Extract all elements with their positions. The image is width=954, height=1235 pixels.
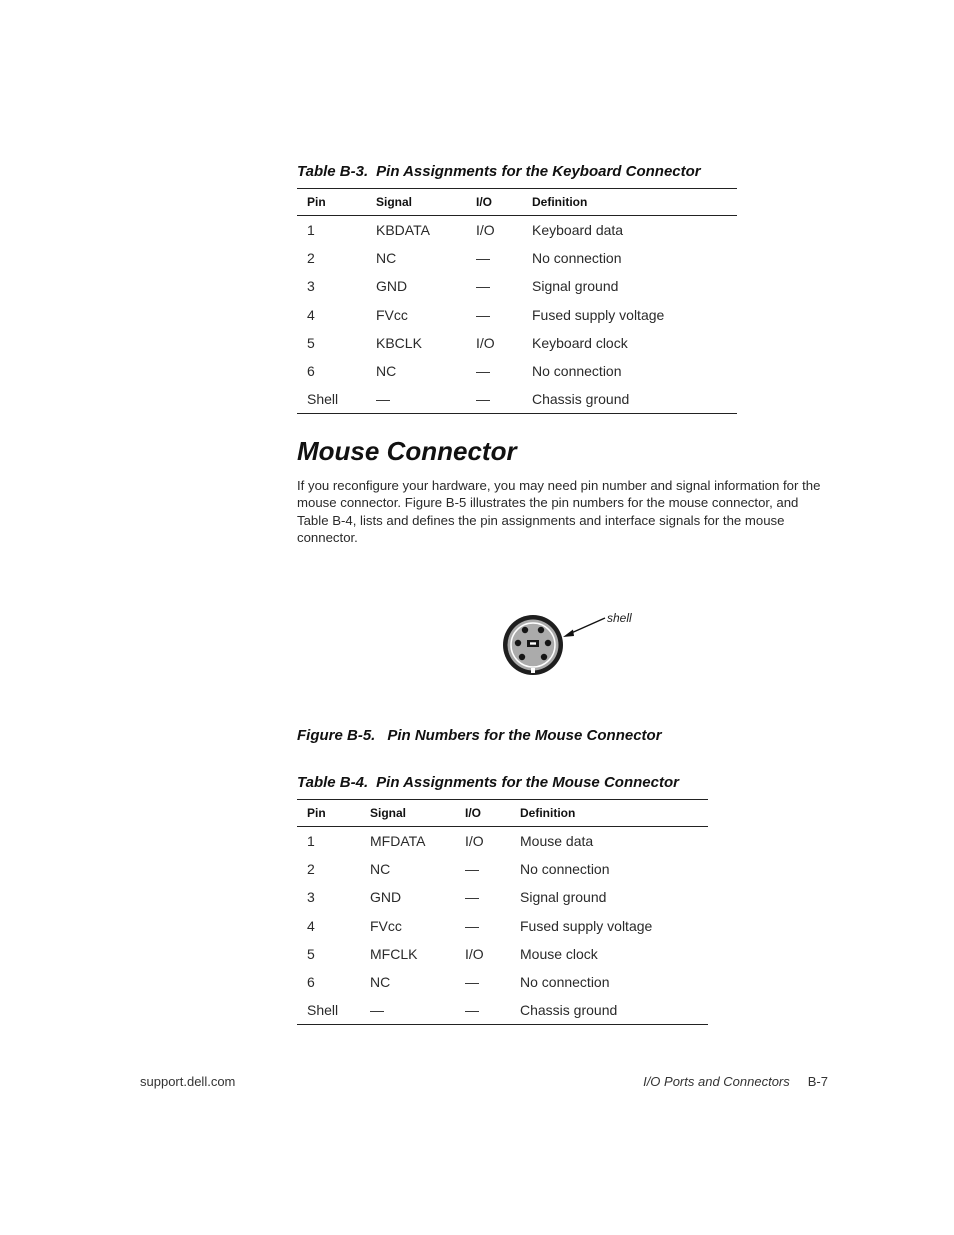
cell-io: — bbox=[465, 974, 479, 991]
table-b4-title: Pin Assignments for the Mouse Connector bbox=[376, 774, 679, 791]
cell-signal: MFDATA bbox=[370, 833, 426, 850]
col-header-io: I/O bbox=[476, 195, 493, 209]
cell-definition: Fused supply voltage bbox=[520, 917, 653, 934]
cell-signal: — bbox=[370, 1002, 384, 1019]
col-header-pin: Pin bbox=[307, 195, 326, 209]
cell-definition: Chassis ground bbox=[520, 1002, 618, 1019]
cell-pin: 2 bbox=[307, 250, 315, 267]
cell-pin: 3 bbox=[307, 889, 315, 906]
table-row bbox=[297, 996, 708, 1025]
cell-signal: FVcc bbox=[370, 917, 402, 934]
cell-io: — bbox=[465, 917, 479, 934]
table-row bbox=[297, 968, 708, 996]
bottom-notch bbox=[531, 668, 535, 673]
pin-5 bbox=[519, 654, 525, 660]
cell-io: I/O bbox=[476, 222, 495, 239]
cell-signal: NC bbox=[376, 250, 397, 267]
cell-definition: No connection bbox=[520, 974, 610, 991]
cell-definition: Keyboard clock bbox=[532, 334, 628, 351]
cell-signal: — bbox=[376, 391, 390, 408]
cell-definition: No connection bbox=[532, 250, 622, 267]
section-body-text: If you reconfigure your hardware, you may need pin number and signal information for the mouse connector. Figure B-5 illustrates the pin numbers for the mouse connector, and Table B-4, lists and defines the pin assignments and interface signals for the mouse connector. bbox=[297, 478, 821, 545]
section-heading: Mouse Connector bbox=[297, 436, 517, 466]
table-row bbox=[297, 244, 737, 272]
cell-pin: Shell bbox=[307, 391, 339, 408]
footer-page-info bbox=[643, 1074, 828, 1089]
table-row bbox=[297, 883, 708, 911]
cell-definition: No connection bbox=[532, 363, 622, 380]
table-row bbox=[297, 855, 708, 883]
cell-definition: No connection bbox=[520, 861, 610, 878]
cell-signal: NC bbox=[370, 974, 391, 991]
footer-section-title: I/O Ports and Connectors bbox=[643, 1074, 790, 1089]
cell-pin: 4 bbox=[307, 917, 315, 934]
cell-definition: Keyboard data bbox=[532, 222, 624, 239]
connector-key-slot bbox=[530, 642, 536, 644]
table-b4-label: Table B-4. bbox=[297, 774, 369, 791]
cell-definition: Mouse clock bbox=[520, 945, 598, 962]
col-header-signal: Signal bbox=[370, 806, 407, 820]
cell-definition: Mouse data bbox=[520, 833, 594, 850]
cell-io: — bbox=[465, 889, 479, 906]
cell-io: I/O bbox=[465, 945, 484, 962]
footer-url: support.dell.com bbox=[140, 1074, 236, 1089]
cell-definition: Chassis ground bbox=[532, 391, 630, 408]
shell-callout-label: shell bbox=[607, 611, 632, 625]
cell-signal: GND bbox=[376, 278, 408, 295]
cell-io: I/O bbox=[476, 334, 495, 351]
cell-pin: 3 bbox=[307, 278, 315, 295]
table-b3-caption bbox=[297, 163, 701, 180]
cell-io: — bbox=[465, 861, 479, 878]
table-row bbox=[297, 216, 737, 245]
col-header-signal: Signal bbox=[376, 195, 413, 209]
table-header-row bbox=[297, 189, 737, 216]
cell-signal: NC bbox=[376, 363, 397, 380]
table-row bbox=[297, 912, 708, 940]
cell-definition: Signal ground bbox=[532, 278, 619, 295]
table-row bbox=[297, 301, 737, 329]
table-b3-label: Table B-3. bbox=[297, 163, 369, 180]
pin-3 bbox=[515, 640, 521, 646]
table-row bbox=[297, 827, 708, 856]
table-row bbox=[297, 940, 708, 968]
mouse-pin-table bbox=[297, 799, 708, 1025]
col-header-io: I/O bbox=[465, 806, 482, 820]
pin-6 bbox=[541, 654, 547, 660]
cell-signal: FVcc bbox=[376, 306, 408, 323]
pin-1 bbox=[522, 627, 528, 633]
cell-io: — bbox=[476, 391, 490, 408]
cell-pin: 1 bbox=[307, 222, 315, 239]
col-header-definition: Definition bbox=[520, 806, 576, 820]
cell-pin: 1 bbox=[307, 833, 315, 850]
cell-signal: NC bbox=[370, 861, 391, 878]
cell-definition: Fused supply voltage bbox=[532, 306, 665, 323]
cell-definition: Signal ground bbox=[520, 889, 607, 906]
cell-pin: 6 bbox=[307, 363, 315, 380]
figure-b5-label: Figure B-5. bbox=[297, 727, 376, 744]
figure-b5-caption bbox=[297, 727, 662, 744]
footer-page-number: B-7 bbox=[807, 1074, 828, 1089]
pin-2 bbox=[538, 627, 544, 633]
col-header-definition: Definition bbox=[532, 195, 588, 209]
cell-signal: KBCLK bbox=[376, 334, 422, 351]
table-b4-caption bbox=[297, 774, 679, 791]
cell-signal: GND bbox=[370, 889, 402, 906]
table-row bbox=[297, 357, 737, 385]
cell-io: — bbox=[476, 278, 490, 295]
cell-signal: MFCLK bbox=[370, 945, 418, 962]
table-b3-title: Pin Assignments for the Keyboard Connector bbox=[376, 163, 701, 180]
cell-pin: 4 bbox=[307, 306, 315, 323]
cell-io: — bbox=[476, 363, 490, 380]
col-header-pin: Pin bbox=[307, 806, 326, 820]
cell-signal: KBDATA bbox=[376, 222, 430, 239]
table-row bbox=[297, 272, 737, 300]
table-row bbox=[297, 329, 737, 357]
cell-pin: 5 bbox=[307, 945, 315, 962]
cell-pin: 5 bbox=[307, 334, 315, 351]
cell-io: — bbox=[476, 306, 490, 323]
cell-io: I/O bbox=[465, 833, 484, 850]
figure-b5-title: Pin Numbers for the Mouse Connector bbox=[387, 727, 662, 744]
cell-io: — bbox=[476, 250, 490, 267]
cell-pin: 2 bbox=[307, 861, 315, 878]
table-header-row bbox=[297, 800, 708, 827]
table-row bbox=[297, 385, 737, 414]
cell-pin: 6 bbox=[307, 974, 315, 991]
cell-pin: Shell bbox=[307, 1002, 339, 1019]
pin-4 bbox=[545, 640, 551, 646]
keyboard-pin-table bbox=[297, 188, 737, 414]
shell-callout-arrow bbox=[563, 618, 605, 637]
cell-io: — bbox=[465, 1002, 479, 1019]
